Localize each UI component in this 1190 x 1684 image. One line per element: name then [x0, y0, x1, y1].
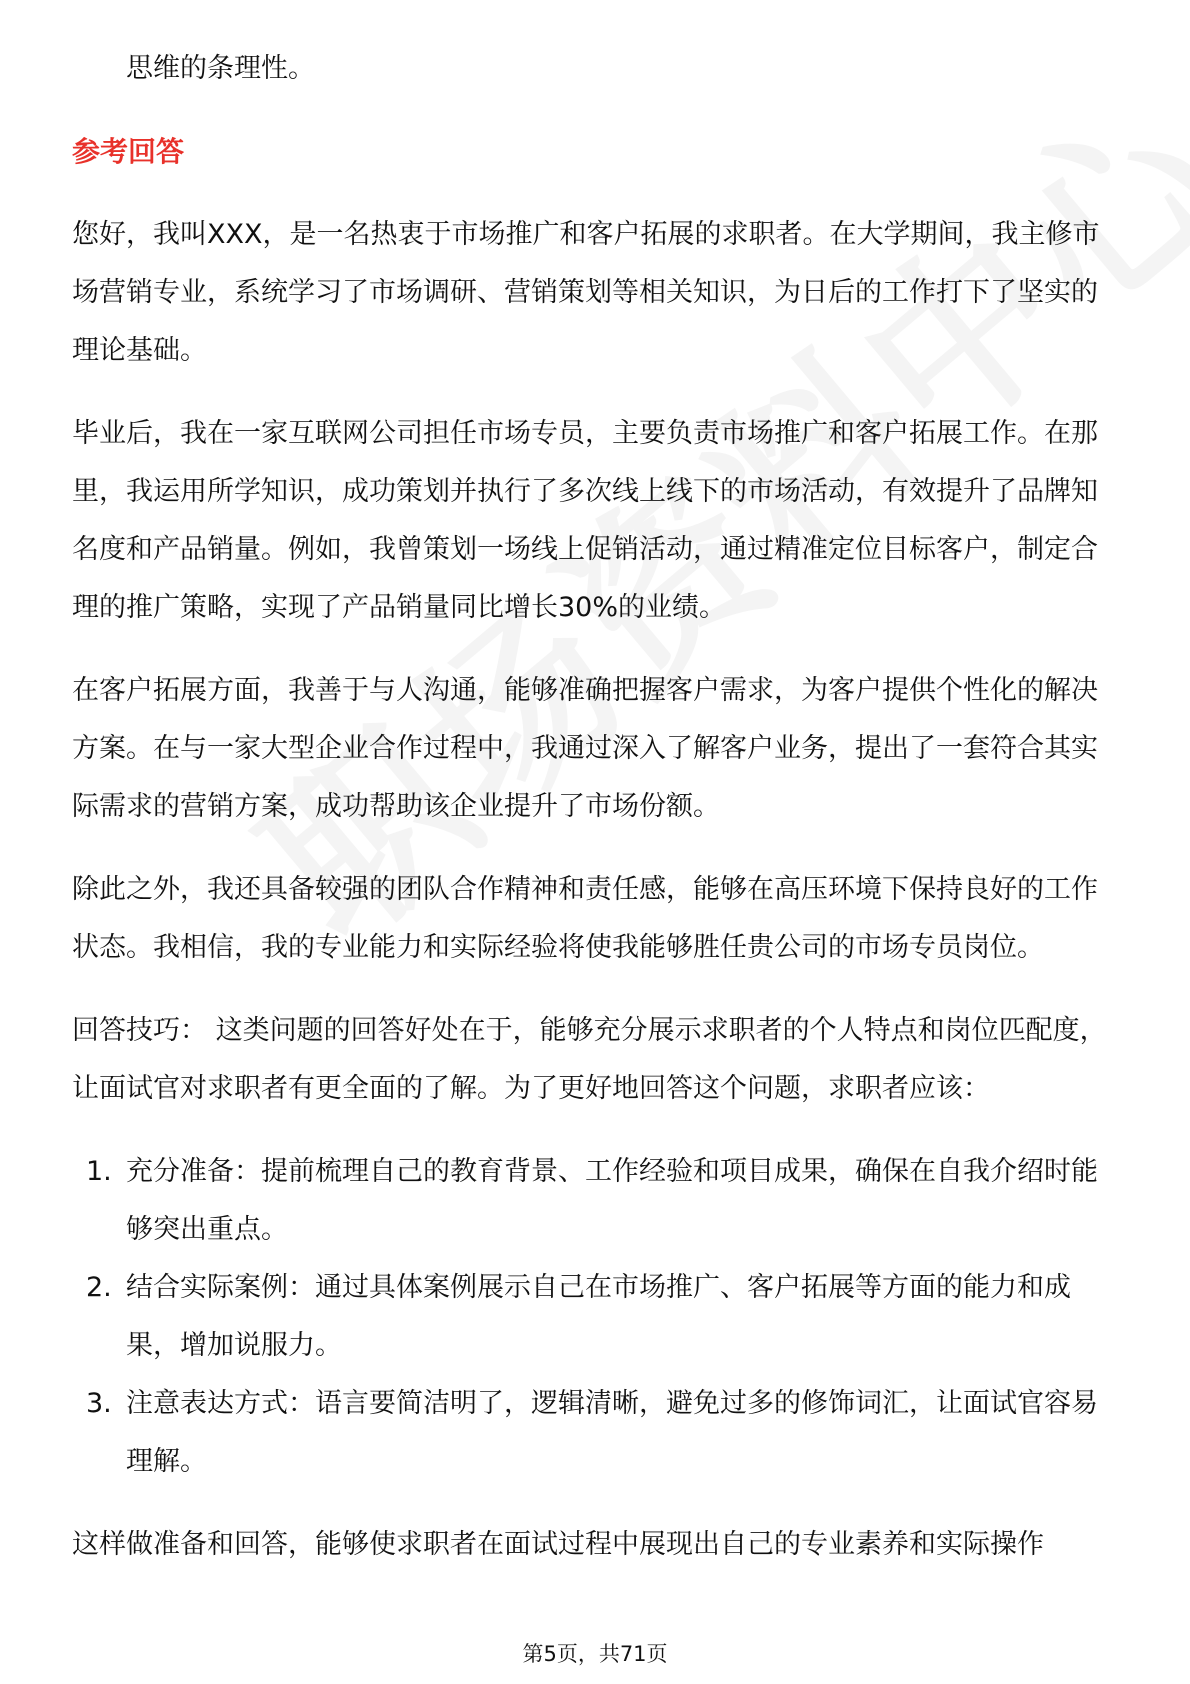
- list-item-text: 结合实际案例：通过具体案例展示自己在市场推广、客户拓展等方面的能力和成果，增加说服力。: [126, 1272, 1071, 1361]
- list-item-text: 充分准备：提前梳理自己的教育背景、工作经验和项目成果，确保在自我介绍时能够突出重点。: [126, 1156, 1098, 1245]
- list-item: [72, 1375, 1118, 1491]
- lead-continuation: 思维的条理性。: [126, 53, 315, 84]
- list-item-number: 1.: [86, 1156, 112, 1187]
- tips-intro: 回答技巧： 这类问题的回答好处在于，能够充分展示求职者的个人特点和岗位匹配度，让面试官对求职者有更全面的了解。为了更好地回答这个问题，求职者应该：: [72, 1015, 1107, 1104]
- answer-paragraph-1: 您好，我叫XXX，是一名热衷于市场推广和客户拓展的求职者。在大学期间，我主修市场营销专业，系统学习了市场调研、营销策划等相关知识，为日后的工作打下了坚实的理论基础。: [72, 219, 1100, 366]
- list-item-number: 3.: [86, 1388, 112, 1419]
- document-page: [72, 40, 1118, 1574]
- list-item: [72, 1143, 1118, 1259]
- answer-paragraph-2: 毕业后，我在一家互联网公司担任市场专员，主要负责市场推广和客户拓展工作。在那里，我运用所学知识，成功策划并执行了多次线上线下的市场活动，有效提升了品牌知名度和产品销量。例如，我曾策划一场线上促销活动，通过精准定位目标客户，制定合理的推广策略，实现了产品销量同比增长30%的业绩。: [72, 418, 1098, 623]
- list-item: [72, 1259, 1118, 1375]
- tips-list: [72, 1143, 1118, 1491]
- list-item-number: 2.: [86, 1272, 112, 1303]
- answer-paragraph-4: 除此之外，我还具备较强的团队合作精神和责任感，能够在高压环境下保持良好的工作状态。我相信，我的专业能力和实际经验将使我能够胜任贵公司的市场专员岗位。: [72, 874, 1098, 963]
- closing-paragraph: 这样做准备和回答，能够使求职者在面试过程中展现出自己的专业素养和实际操作: [72, 1529, 1044, 1560]
- page-footer: 第5页，共71页: [522, 1642, 668, 1666]
- list-item-text: 注意表达方式：语言要简洁明了，逻辑清晰，避免过多的修饰词汇，让面试官容易理解。: [126, 1388, 1098, 1477]
- answer-paragraph-3: 在客户拓展方面，我善于与人沟通，能够准确把握客户需求，为客户提供个性化的解决方案。在与一家大型企业合作过程中，我通过深入了解客户业务，提出了一套符合其实际需求的营销方案，成功帮助该企业提升了市场份额。: [72, 675, 1098, 822]
- section-heading: 参考回答: [72, 135, 185, 168]
